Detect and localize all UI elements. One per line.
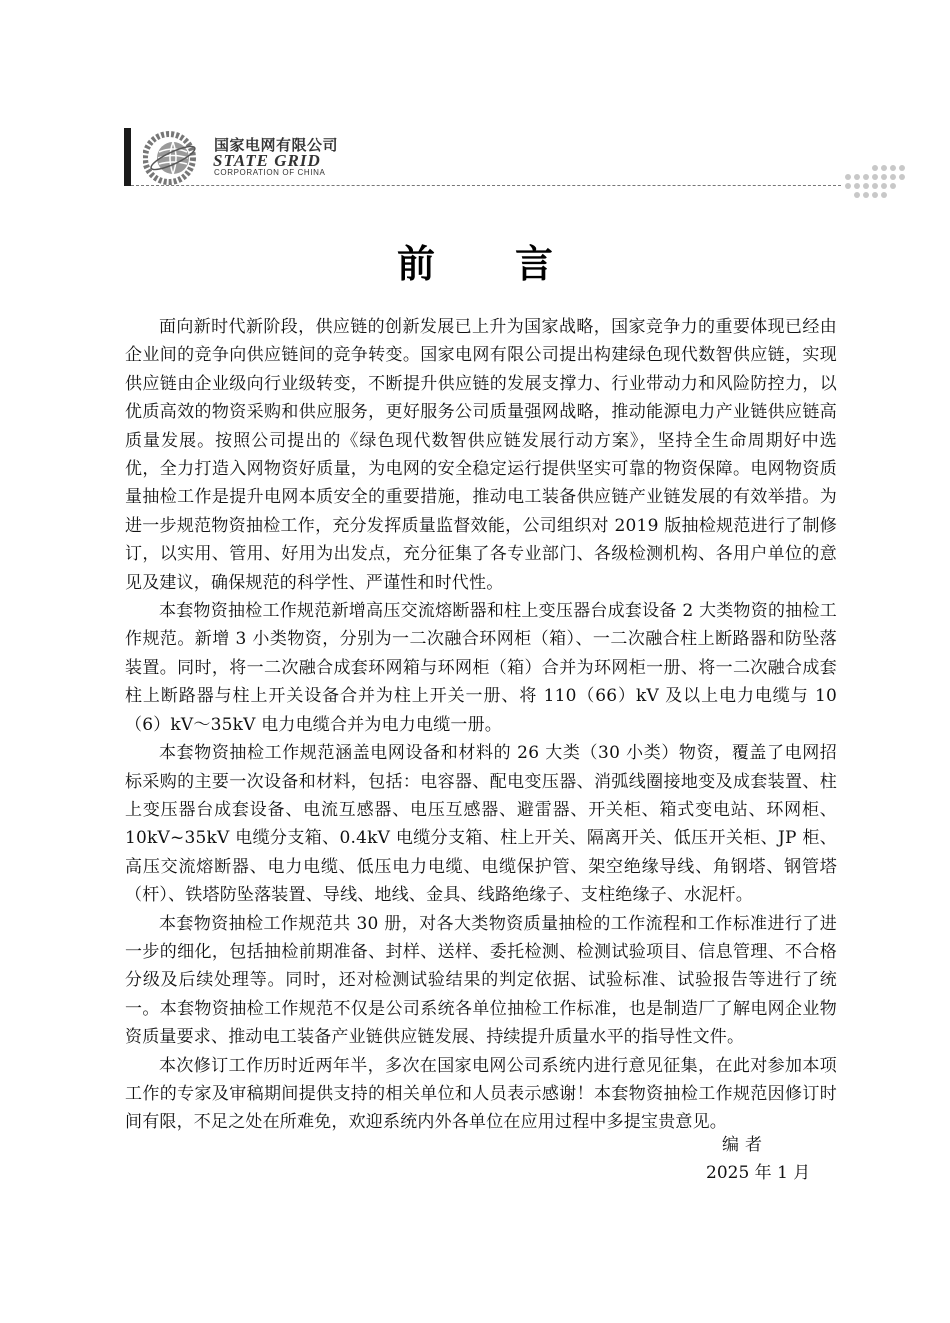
page-header — [0, 0, 950, 200]
date: 2025 年 1 月 — [706, 1163, 811, 1183]
preface-paragraph-2: 本套物资抽检工作规范新增高压交流熔断器和柱上变压器台成套设备 2 大类物资的抽检工作规范。新增 3 小类物资，分别为一二次融合环网柜（箱）、一二次融合柱上断路器和防坠落装置。同时，将一二次融合成套环网箱与环网柜（箱）合并为环网柜一册、将一二次融合成套柱上断路器与柱上开关设备合并为柱上开关一册、将 110（66）kV 及以上电力电缆与 10（6）kV～35kV 电力电缆合并为电力电缆一册。 — [125, 601, 837, 735]
header-divider — [131, 185, 841, 187]
company-name-cn: 国家电网有限公司 — [214, 136, 339, 154]
preface-paragraph-5: 本次修订工作历时近两年半，多次在国家电网公司系统内进行意见征集，在此对参加本项工作的专家及审稿期间提供支持的相关单位和人员表示感谢！本套物资抽检工作规范因修订时间有限，不足之处在所难免，欢迎系统内外各单位在应用过程中多提宝贵意见。 — [125, 1055, 837, 1133]
company-name-en: STATE GRID — [213, 151, 321, 170]
preface-paragraph-3: 本套物资抽检工作规范涵盖电网设备和材料的 26 大类（30 小类）物资，覆盖了电网招标采购的主要一次设备和材料，包括：电容器、配电变压器、消弧线圈接地变及成套装置、柱上变压器台成套设备、电流互感器、电压互感器、避雷器、开关柜、箱式变电站、环网柜、10kV~35kV 电缆分支箱、0.4kV 电缆分支箱、柱上开关、隔离开关、低压开关柜、JP 柜、高压交流熔断器、电力电缆、低压电力电缆、电缆保护管、架空绝缘导线、角钢塔、钢管塔（杆）、铁塔防坠落装置、导线、地线、金具、线路绝缘子、支柱绝缘子、水泥杆。 — [125, 743, 837, 906]
preface-body — [125, 313, 837, 1137]
header-vertical-bar — [124, 128, 131, 186]
signature: 编者 — [722, 1135, 768, 1155]
dots-grid-icon — [840, 163, 910, 203]
preface-paragraph-4: 本套物资抽检工作规范共 30 册，对各大类物资质量抽检的工作流程和工作标准进行了进一步的细化，包括抽检前期准备、封样、送样、委托检测、检测试验项目、信息管理、不合格分级及后续处理等。同时，还对检测试验结果的判定依据、试验标准、试验报告等进行了统一。本套物资抽检工作规范不仅是公司系统各单位抽检工作标准，也是制造厂了解电网企业物资质量要求、推动电工装备产业链供应链发展、持续提升质量水平的指导性文件。 — [125, 913, 837, 1048]
page-title: 前言 — [396, 242, 633, 286]
preface-paragraph-1: 面向新时代新阶段，供应链的创新发展已上升为国家战略，国家竞争力的重要体现已经由企业间的竞争向供应链间的竞争转变。国家电网有限公司提出构建绿色现代数智供应链，实现供应链由企业级向行业级转变，不断提升供应链的发展支撑力、行业带动力和风险防控力，以优质高效的物资采购和供应服务，更好服务公司质量强网战略，推动能源电力产业链供应链高质量发展。按照公司提出的《绿色现代数智供应链发展行动方案》，坚持全生命周期好中选优，全力打造入网物资好质量，为电网的安全稳定运行提供坚实可靠的物资保障。电网物资质量抽检工作是提升电网本质安全的重要措施，推动电工装备供应链产业链发展的有效举措。为进一步规范物资抽检工作，充分发挥质量监督效能，公司组织对 2019 版抽检规范进行了制修订，以实用、管用、好用为出发点，充分征集了各专业部门、各级检测机构、各用户单位的意见及建议，确保规范的科学性、严谨性和时代性。 — [125, 317, 837, 593]
company-name-sub: CORPORATION OF CHINA — [214, 168, 326, 177]
state-grid-logo-icon — [143, 130, 205, 186]
